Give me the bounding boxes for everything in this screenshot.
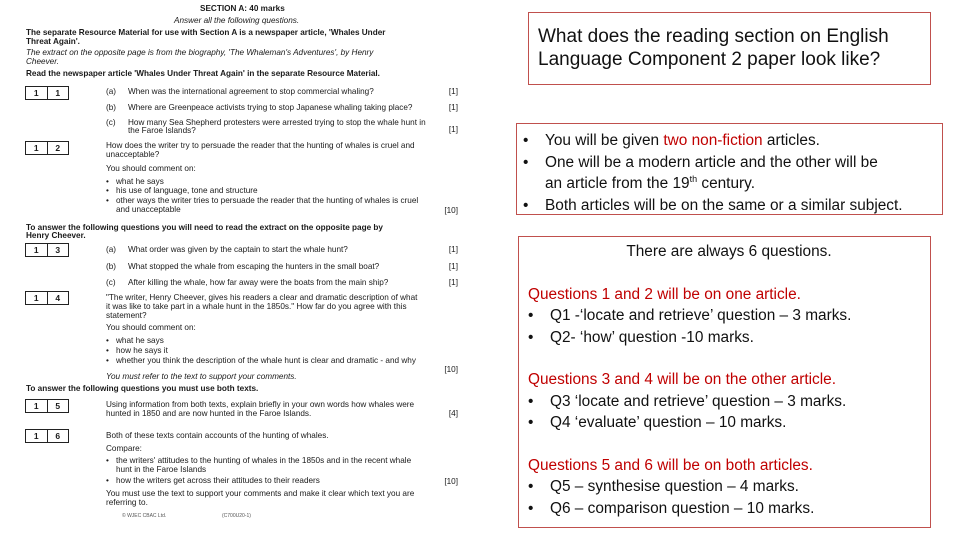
question-number-box: 1 4 [25, 291, 69, 305]
question-item: • Q5 – synthesise question – 4 marks. [528, 476, 930, 498]
intro-line: Cheever. [26, 57, 59, 66]
mark-value: [1] [448, 278, 458, 287]
question-text: How does the writer try to persuade the reader that the hunting of whales is cruel and [106, 141, 415, 150]
mark-value: [4] [448, 409, 458, 418]
question-text: What stopped the whale from escaping the hunters in the small boat? [128, 262, 380, 271]
question-text: unacceptable? [106, 150, 160, 159]
question-text: the Faroe Islands? [128, 126, 196, 135]
read-instruction: Read the newspaper article 'Whales Under Threat Again' in the separate Resource Material. [26, 69, 380, 78]
questions-intro: There are always 6 questions. [626, 243, 832, 260]
bullet-point: • the writers' attitudes to the hunting of whales in the 1850s and in the recent whale [116, 456, 411, 465]
question-group [528, 455, 930, 520]
question-text: After killing the whale, how far away were the boats from the main ship? [128, 278, 389, 287]
question-text: How many Sea Shepherd protesters were arrested trying to stop the whale hunt in [128, 118, 426, 127]
question-number-box: 1 6 [25, 429, 69, 443]
bullet-point: • whether you think the description of the whale hunt is clear and dramatic - and why [116, 356, 416, 365]
question-text: it was like to take part in a whale hunt in the 1850s." How far do you agree with this [106, 302, 407, 311]
mark-value: [1] [448, 103, 458, 112]
paper-footer: © WJEC CBAC Ltd. [122, 513, 167, 519]
bullet-point: • how he says it [116, 346, 168, 355]
question-text: Using information from both texts, explain briefly in your own words how whales were [106, 400, 415, 409]
bullet-point: • other ways the writer tries to persuade the reader that the hunting of whales is cruel [116, 196, 418, 205]
overview-item: • One will be a modern article and the other will be [517, 152, 942, 174]
comment-instruction: You should comment on: [106, 164, 196, 173]
paper-footer: (C700U20-1) [222, 513, 251, 519]
question-item: • Q1 -‘locate and retrieve’ question – 3 marks. [528, 305, 930, 327]
section-title: SECTION A: 40 marks [200, 4, 285, 13]
question-text: "The writer, Henry Cheever, gives his readers a clear and dramatic description of what [106, 293, 418, 302]
question-item: • Q2- ‘how’ question -10 marks. [528, 327, 930, 349]
question-text: statement? [106, 311, 147, 320]
read-instruction: To answer the following questions you must use both texts. [26, 384, 259, 393]
refer-instruction: You must use the text to support your comments and make it clear which text you are [106, 489, 415, 498]
group-heading: Questions 1 and 2 will be on one article. [528, 285, 801, 303]
bullet-point: • what he says [116, 177, 164, 186]
read-instruction: To answer the following questions you will need to read the extract on the opposite page by [26, 223, 383, 232]
overview-item-continued: an article from the 19th century. [545, 173, 755, 192]
highlight-text: two non-fiction [663, 132, 763, 149]
bullet-point: • what he says [116, 336, 164, 345]
intro-line: The extract on the opposite page is from the biography, 'The Whaleman's Adventures', by Henry [26, 48, 374, 57]
exam-paper-scan [22, 0, 462, 540]
question-item: • Q6 – comparison question – 10 marks. [528, 498, 930, 520]
part-label: (b) [106, 262, 117, 271]
mark-value: [10] [444, 206, 458, 215]
question-number-box: 1 5 [25, 399, 69, 413]
part-label: (c) [106, 118, 116, 127]
group-heading: Questions 3 and 4 will be on the other article. [528, 371, 836, 388]
part-label: (c) [106, 278, 116, 287]
refer-instruction: You must refer to the text to support your comments. [106, 372, 297, 381]
read-instruction: Henry Cheever. [26, 231, 86, 240]
answer-all: Answer all the following questions. [174, 16, 300, 25]
question-number-box: 1 1 [25, 86, 69, 100]
bullet-point: hunt in the Faroe Islands [116, 465, 207, 474]
part-label: (a) [106, 87, 117, 96]
mark-value: [1] [448, 125, 458, 134]
intro-line: Threat Again'. [26, 37, 80, 46]
part-label: (b) [106, 103, 117, 112]
question-text: When was the international agreement to stop commercial whaling? [128, 87, 374, 96]
intro-line: The separate Resource Material for use with Section A is a newspaper article, 'Whales Under [26, 28, 386, 37]
title-box [528, 12, 931, 85]
question-number-box: 1 2 [25, 141, 69, 155]
question-group [528, 284, 930, 349]
mark-value: [1] [448, 262, 458, 271]
mark-value: [1] [448, 87, 458, 96]
part-label: (a) [106, 245, 117, 254]
mark-value: [1] [448, 245, 458, 254]
overview-box [516, 123, 943, 215]
question-text: What order was given by the captain to start the whale hunt? [128, 245, 348, 254]
title-line: Language Component 2 paper look like? [538, 49, 881, 70]
mark-value: [10] [444, 477, 458, 486]
bullet-point: • how the writers get across their attitudes to their readers [116, 476, 320, 485]
question-number-box: 1 3 [25, 243, 69, 257]
overview-item: • Both articles will be on the same or a similar subject. [517, 195, 942, 217]
question-item: • Q4 ‘evaluate’ question – 10 marks. [528, 412, 930, 434]
overview-item: • You will be given two non-fiction articles. [517, 130, 942, 152]
bullet-point: • his use of language, tone and structure [116, 186, 258, 195]
questions-box [518, 236, 931, 528]
title-line: What does the reading section on English [538, 26, 889, 47]
question-text: Where are Greenpeace activists trying to stop Japanese whaling taking place? [128, 103, 413, 112]
question-text: hunted in 1850 and are now hunted in the Faroe Islands. [106, 409, 312, 418]
question-text: Both of these texts contain accounts of the hunting of whales. [106, 431, 329, 440]
compare-instruction: Compare: [106, 444, 142, 453]
group-heading: Questions 5 and 6 will be on both articles. [528, 456, 813, 474]
bullet-point: and unacceptable [116, 205, 181, 214]
refer-instruction: referring to. [106, 498, 148, 507]
comment-instruction: You should comment on: [106, 323, 196, 332]
question-group [528, 369, 930, 434]
question-item: • Q3 ‘locate and retrieve’ question – 3 marks. [528, 391, 930, 413]
mark-value: [10] [444, 365, 458, 374]
